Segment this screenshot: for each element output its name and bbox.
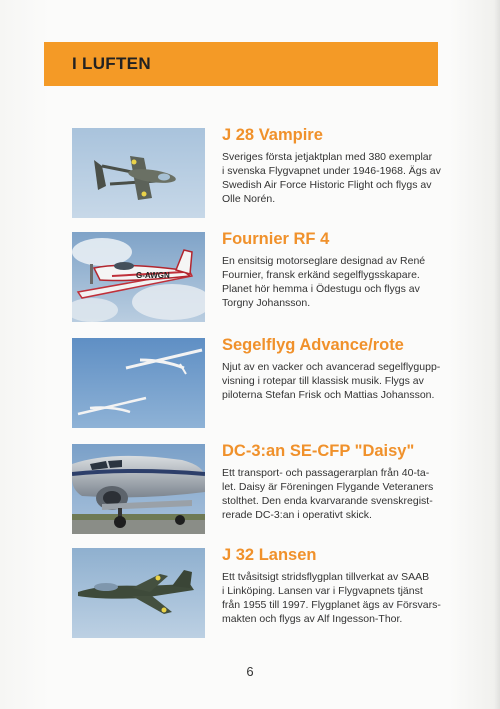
entry-dc3-daisy [72, 444, 452, 536]
entry-description: Ett transport- och passagerarplan från 40-ta- let. Daisy är Föreningen Flygande Veteraners stolthet. Den enda kvarvarande svenskregist- rerade DC-3:an i operativt skick. [222, 467, 434, 521]
entry-j28-vampire [72, 128, 452, 220]
entry-description: Ett tvåsitsigt stridsflygplan tillverkat av SAAB i Linköping. Lansen var i Flygvapnets tjänst från 1955 till 1997. Flygplanet ägs av Försvars- makten och flygs av Alf Ingesson-Thor. [222, 571, 441, 625]
vampire-photo [72, 128, 205, 218]
entry-description: Njut av en vacker och avancerad segelflygupp- visning i rotepar till klassisk musik. Flygs av piloterna Stefan Frisk och Mattias Johansson. [222, 361, 441, 401]
entry-j32-lansen [72, 548, 452, 640]
entry-description: Sveriges första jetjaktplan med 380 exemplar i svenska Flygvapnet under 1946-1968. Ägs av Swedish Air Force Historic Flight och flygs av Olle Norén. [222, 151, 441, 205]
entry-title: J 32 Lansen [222, 546, 317, 564]
entry-title: Segelflyg Advance/rote [222, 336, 404, 354]
page-edge-shadow [494, 0, 500, 709]
entry-title: DC-3:an SE-CFP "Daisy" [222, 442, 415, 460]
glider-photo [72, 338, 205, 428]
entry-title: Fournier RF 4 [222, 230, 330, 248]
entry-title: J 28 Vampire [222, 126, 323, 144]
lansen-photo [72, 548, 205, 638]
page-number: 6 [246, 664, 254, 679]
section-title: I LUFTEN [72, 54, 151, 73]
registration-text: G-AWGN [136, 271, 170, 280]
fournier-photo [72, 232, 205, 322]
entry-segelflyg [72, 338, 452, 430]
entry-description: En ensitsig motorseglare designad av René Fournier, fransk erkänd segelflygsskapare. Planet hör hemma i Ödestugu och flygs av Torgny Johansson. [222, 255, 426, 309]
section-banner [44, 42, 438, 86]
entry-fournier-rf4 [72, 232, 452, 324]
dc3-photo [72, 444, 205, 534]
